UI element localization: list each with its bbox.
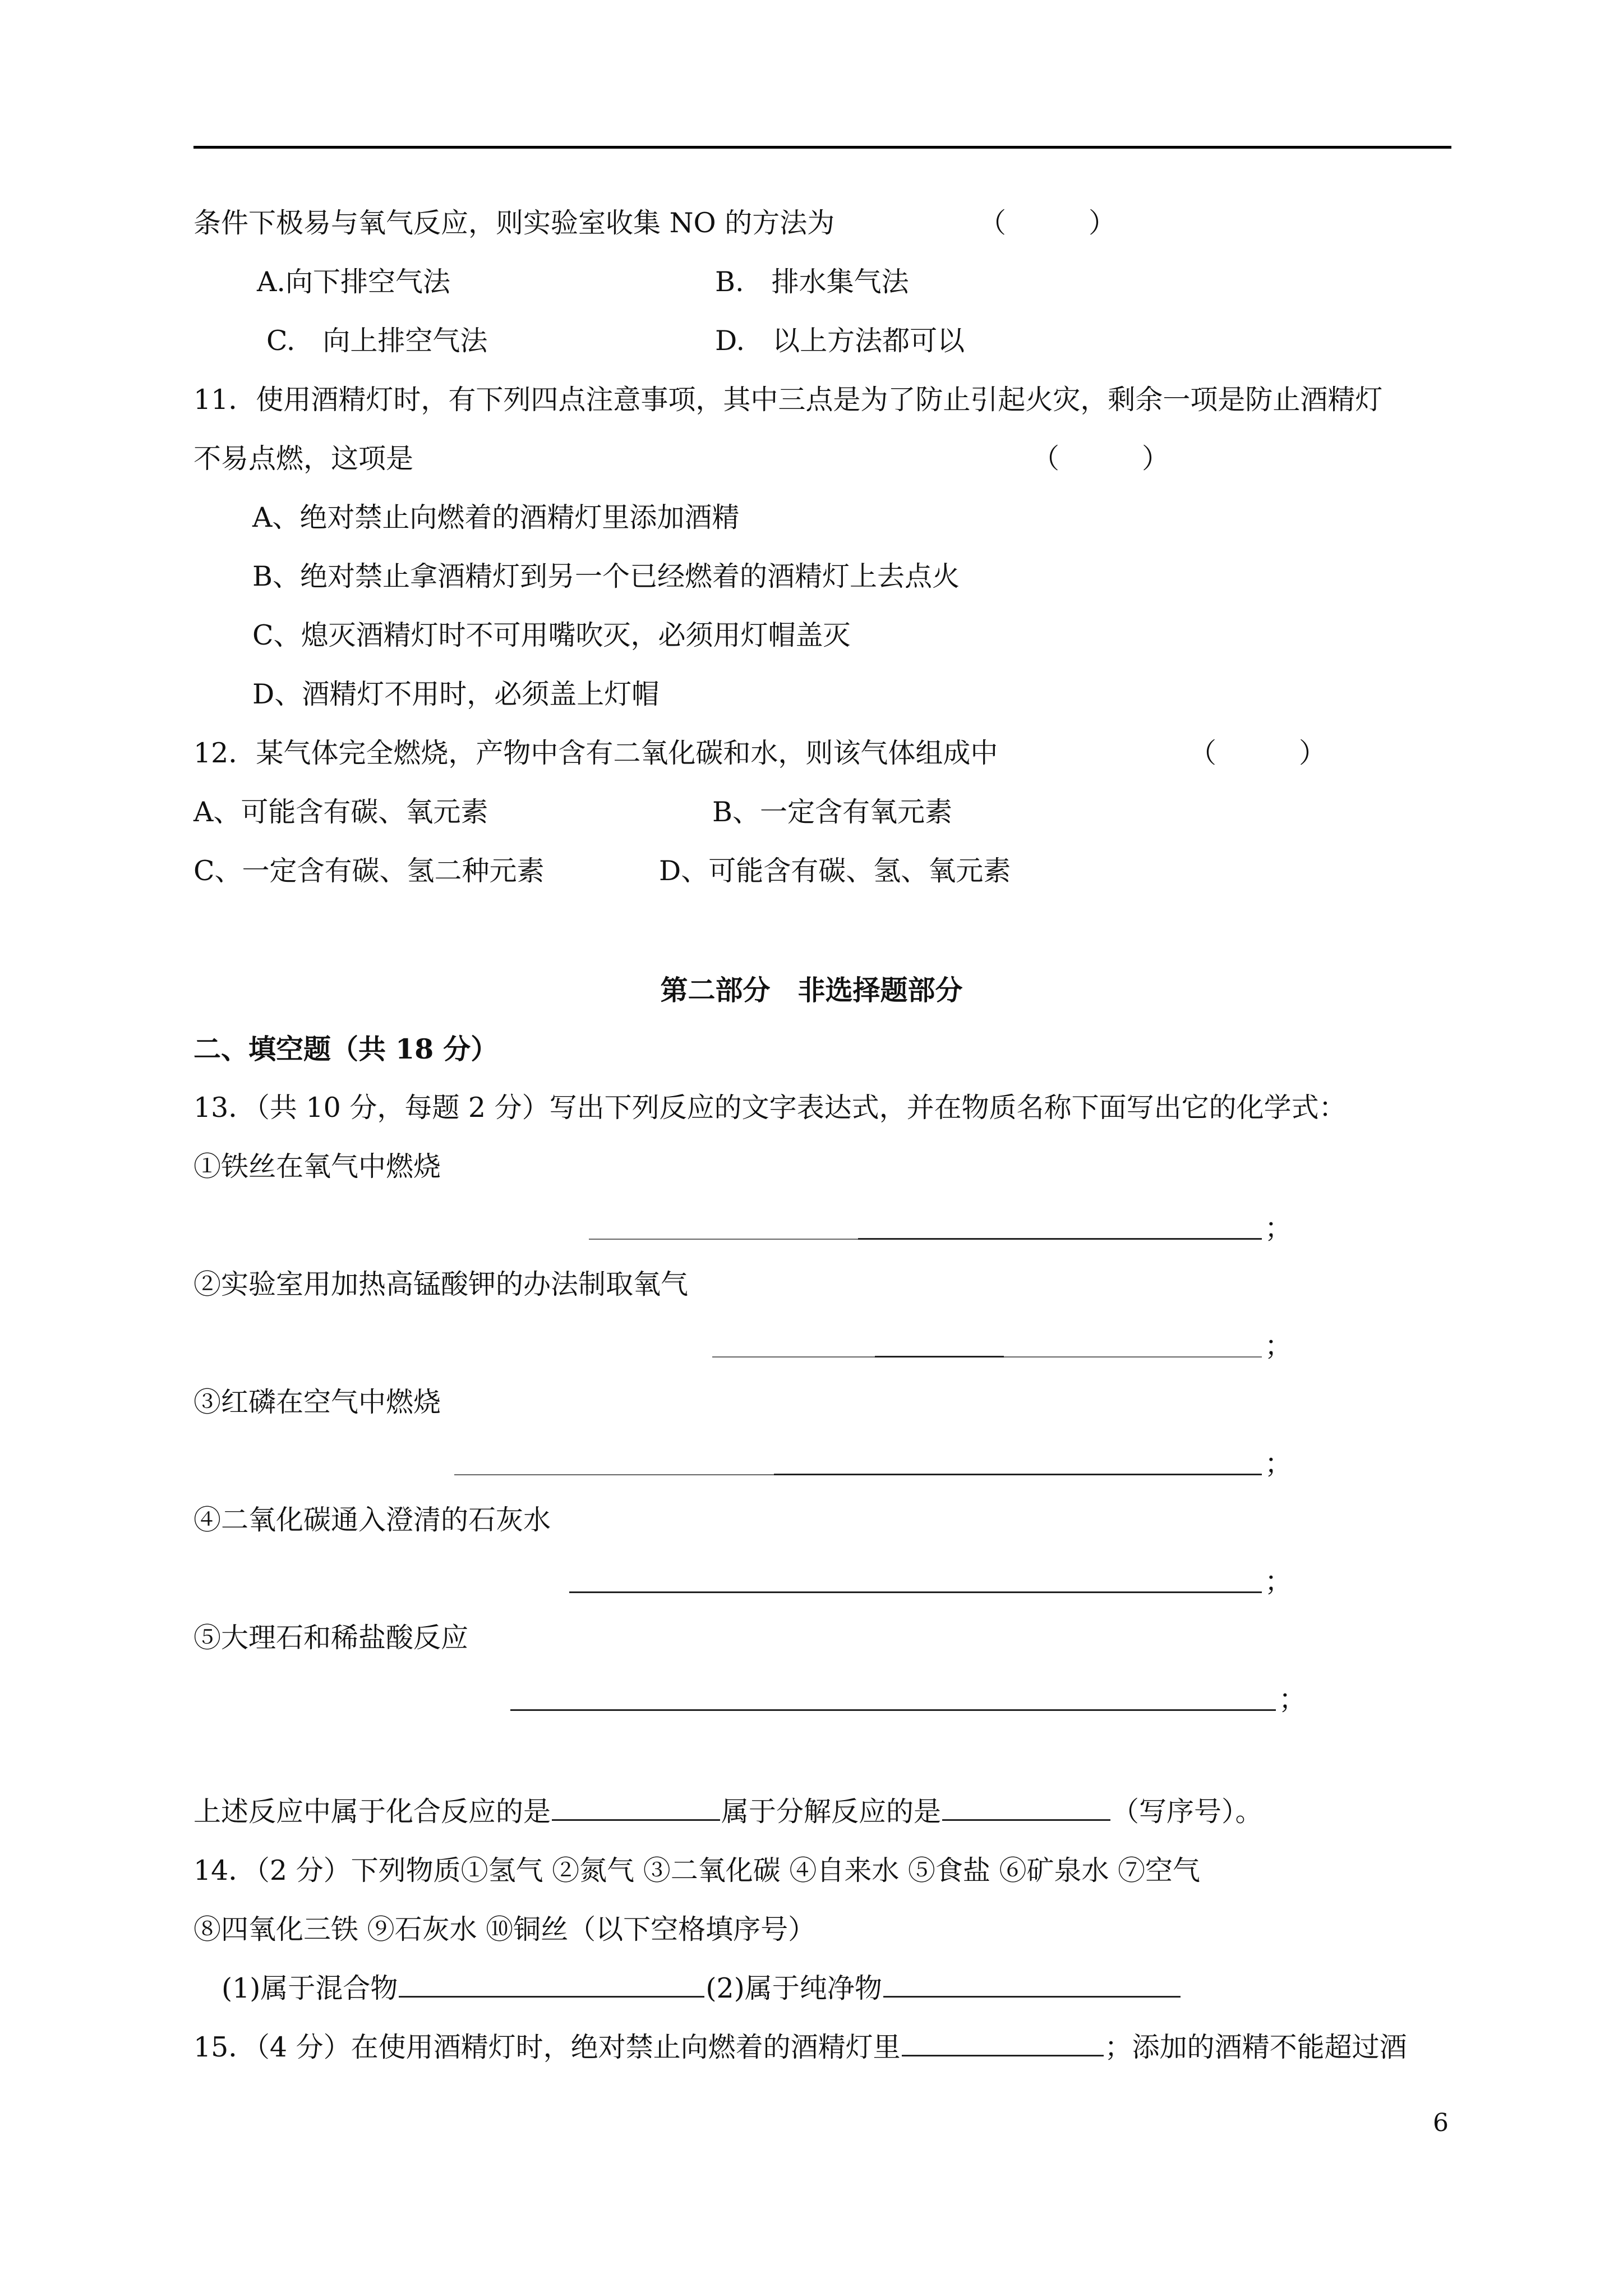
q13-item-5: ⑤大理石和稀盐酸反应: [193, 1622, 469, 1654]
header-rule: [193, 146, 1451, 149]
q13-item-1-blank[interactable]: [858, 1238, 1262, 1240]
q11-answer-paren: （ ）: [1032, 443, 1170, 475]
q12-option-d: D、可能含有碳、氢、氧元素: [659, 855, 1011, 887]
q13-decomposition-blank[interactable]: [942, 1819, 1110, 1821]
q13-summary-a: 上述反应中属于化合反应的是: [193, 1796, 551, 1828]
q13-item-2-blank-left[interactable]: [712, 1356, 875, 1358]
q12-answer-paren: （ ）: [1189, 737, 1327, 769]
q13-stem: 13．（共 10 分，每题 2 分）写出下列反应的文字表达式，并在物质名称下面写出它的化学式：: [193, 1092, 1347, 1124]
q10-option-d: D. 以上方法都可以: [715, 325, 965, 357]
q12-option-b: B、一定含有氧元素: [712, 796, 953, 828]
q15-part-b: ；添加的酒精不能超过酒: [1104, 2031, 1407, 2063]
q10-option-a: A.向下排空气法: [257, 266, 450, 298]
q15-line: [193, 2031, 1407, 2064]
q13-item-4: ④二氧化碳通入澄清的石灰水: [193, 1504, 551, 1536]
q13-item-1-blank-left[interactable]: [589, 1239, 858, 1240]
q13-item-2-blank-right[interactable]: [1004, 1356, 1262, 1358]
q11-option-a: A、绝对禁止向燃着的酒精灯里添加酒精: [252, 501, 740, 533]
q13-combination-blank[interactable]: [552, 1819, 720, 1821]
q13-item-4-blank[interactable]: [569, 1591, 1262, 1593]
q11-line1: 11．使用酒精灯时，有下列四点注意事项，其中三点是为了防止引起火灾，剩余一项是防止酒精灯: [193, 384, 1383, 416]
q14-sub1: (1)属于混合物: [222, 1972, 398, 2004]
q13-item-3-semicolon: ；: [1265, 1448, 1293, 1480]
q14-pure-blank[interactable]: [883, 1996, 1181, 1998]
page-number: 6: [1433, 2109, 1449, 2137]
part2-title: 第二部分 非选择题部分: [660, 974, 963, 1006]
q13-item-3: ③红磷在空气中燃烧: [193, 1386, 441, 1418]
q13-item-1-semicolon: ；: [1265, 1212, 1293, 1244]
q13-item-1: ①铁丝在氧气中燃烧: [193, 1151, 441, 1182]
q14-line2: ⑧四氧化三铁 ⑨石灰水 ⑩铜丝（以下空格填序号）: [193, 1913, 816, 1945]
q11-option-d: D、酒精灯不用时，必须盖上灯帽: [252, 678, 660, 710]
q13-summary: [193, 1795, 1263, 1829]
q13-item-2-semicolon: ；: [1265, 1330, 1293, 1362]
q14-mixture-blank[interactable]: [399, 1996, 704, 1998]
q11-line2: 不易点燃，这项是: [193, 443, 414, 475]
q12-option-a: A、可能含有碳、氧元素: [193, 796, 488, 828]
q13-summary-c: （写序号）。: [1112, 1796, 1263, 1828]
q13-item-2: ②实验室用加热高锰酸钾的办法制取氧气: [193, 1268, 689, 1300]
q13-item-2-blank[interactable]: [875, 1356, 1004, 1358]
q11-option-b: B、绝对禁止拿酒精灯到另一个已经燃着的酒精灯上去点火: [252, 560, 960, 592]
q10-answer-paren: （ ）: [979, 207, 1117, 239]
q12-stem: 12．某气体完全燃烧，产物中含有二氧化碳和水，则该气体组成中: [193, 737, 998, 769]
q15-blank[interactable]: [902, 2055, 1104, 2056]
q10-stem: 条件下极易与氧气反应，则实验室收集 NO 的方法为: [193, 207, 835, 239]
q13-item-5-blank[interactable]: [510, 1709, 1276, 1711]
q13-item-3-blank[interactable]: [774, 1474, 1262, 1475]
section-heading: 二、填空题（共 18 分）: [193, 1033, 499, 1065]
q14-sub2: (2)属于纯净物: [706, 1972, 882, 2004]
q13-item-5-semicolon: ；: [1279, 1683, 1307, 1715]
q10-option-b: B. 排水集气法: [715, 266, 909, 298]
q13-summary-b: 属于分解反应的是: [721, 1796, 942, 1828]
q13-item-4-semicolon: ；: [1265, 1566, 1293, 1598]
q14-subparts: [222, 1972, 1182, 2005]
q12-option-c: C、一定含有碳、氢二种元素: [193, 855, 545, 887]
q10-option-c: C. 向上排空气法: [266, 325, 488, 357]
q13-item-3-blank-left[interactable]: [454, 1474, 774, 1475]
q15-part-a: 15．（4 分）在使用酒精灯时，绝对禁止向燃着的酒精灯里: [193, 2031, 901, 2063]
q11-option-c: C、熄灭酒精灯时不可用嘴吹灭，必须用灯帽盖灭: [252, 619, 851, 651]
q14-line1: 14．（2 分）下列物质①氢气 ②氮气 ③二氧化碳 ④自来水 ⑤食盐 ⑥矿泉水 ⑦空气: [193, 1855, 1201, 1887]
